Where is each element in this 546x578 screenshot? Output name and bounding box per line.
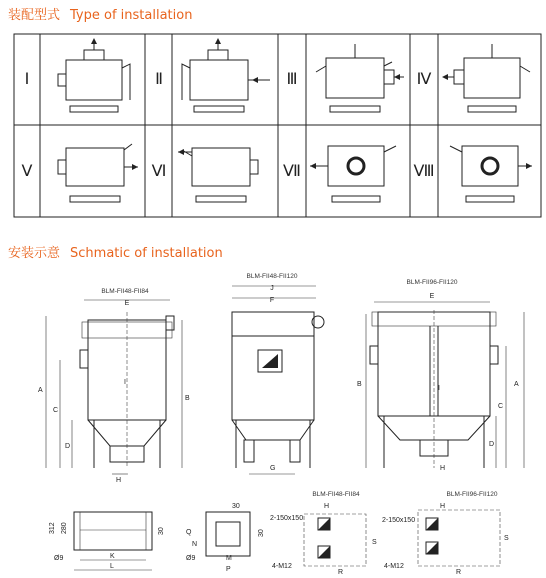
dim-label-E: E xyxy=(124,300,130,307)
dim-label-M: M xyxy=(226,555,232,562)
dim-label-R-2: R xyxy=(456,569,462,576)
flange-detail-1 xyxy=(49,512,165,570)
dim-label-phi9-2: Ø9 xyxy=(186,555,196,562)
type-label-4: Ⅳ xyxy=(416,71,432,88)
caption-left: BLM-FII48-FII84 xyxy=(101,288,149,295)
section-title-en: Type of installation xyxy=(70,8,193,23)
schematic-left xyxy=(38,288,190,484)
dim-label-I: I xyxy=(124,379,126,386)
type-7-sketch xyxy=(310,146,396,202)
type-3-sketch xyxy=(316,44,404,112)
section-title-en: Schmatic of installation xyxy=(70,246,223,261)
dim-label-m12-1: 4-M12 xyxy=(272,563,292,570)
dim-label-H-plan-2: H xyxy=(440,503,446,510)
type-1-sketch xyxy=(58,38,130,112)
dim-label-F: F xyxy=(269,297,275,304)
dim-label-D: D xyxy=(65,443,71,450)
dim-label-phi9-1: Ø9 xyxy=(54,555,64,562)
dim-label-A-right: A xyxy=(514,381,519,388)
plan-view-right xyxy=(382,491,509,576)
type-4-sketch xyxy=(442,44,530,112)
dim-label-30-1: 30 xyxy=(158,527,165,535)
dim-label-L: L xyxy=(110,563,114,570)
dim-label-S-1: S xyxy=(372,539,377,546)
dim-label-N: N xyxy=(192,541,198,548)
caption-middle: BLM-FII48-FII120 xyxy=(246,273,298,280)
flange-detail-2 xyxy=(186,503,265,573)
dim-label-280: 280 xyxy=(61,522,68,534)
dim-label-K: K xyxy=(110,553,115,560)
type-8-sketch xyxy=(450,146,532,202)
dim-label-m12-2: 4-M12 xyxy=(384,563,404,570)
dim-label-H: H xyxy=(116,477,122,484)
dim-label-D-right: D xyxy=(489,441,495,448)
caption-plan-left: BLM-FII48-FII84 xyxy=(312,491,360,498)
dim-label-H-plan-1: H xyxy=(324,503,330,510)
type-label-1: Ⅰ xyxy=(24,71,30,88)
caption-plan-right: BLM-FII96-FII120 xyxy=(446,491,498,498)
dim-label-30-3: 30 xyxy=(258,529,265,537)
type-label-7: Ⅶ xyxy=(283,163,301,180)
plan-view-left xyxy=(270,491,377,576)
dim-label-S-2: S xyxy=(504,535,509,542)
type-6-sketch xyxy=(178,148,258,202)
dim-label-G: G xyxy=(270,465,276,472)
dim-label-E-right: E xyxy=(429,293,435,300)
type-2-sketch xyxy=(182,38,270,112)
section-title-cn: 装配型式 xyxy=(8,8,61,23)
installation-type-grid xyxy=(14,34,541,217)
dim-label-I-right: I xyxy=(438,385,440,392)
dim-label-P: P xyxy=(226,566,231,573)
schematic-middle xyxy=(232,273,324,474)
dim-label-B-right: B xyxy=(357,381,362,388)
type-label-2: Ⅱ xyxy=(155,71,163,88)
type-label-5: Ⅴ xyxy=(21,163,33,180)
dim-label-H-right: H xyxy=(440,465,446,472)
type-label-8: Ⅷ xyxy=(413,163,435,180)
dim-label-C-right: C xyxy=(498,403,504,410)
dim-label-312: 312 xyxy=(49,522,56,534)
dim-label-holes-2: 2-150x150 xyxy=(382,517,416,524)
type-label-3: Ⅲ xyxy=(286,71,298,88)
dim-label-A: A xyxy=(38,387,43,394)
dim-label-J: J xyxy=(270,285,274,292)
dim-label-Q: Q xyxy=(186,529,192,536)
schematic-right xyxy=(357,279,524,472)
type-label-6: Ⅵ xyxy=(151,163,167,180)
dim-label-B: B xyxy=(185,395,190,402)
dim-label-30-2: 30 xyxy=(232,503,240,510)
dim-label-R-1: R xyxy=(338,569,344,576)
caption-right: BLM-FII96-FII120 xyxy=(406,279,458,286)
dim-label-C: C xyxy=(53,407,59,414)
section-title-cn: 安装示意 xyxy=(8,246,61,261)
type-5-sketch xyxy=(58,144,138,202)
dim-label-holes-1: 2-150x150 xyxy=(270,515,304,522)
